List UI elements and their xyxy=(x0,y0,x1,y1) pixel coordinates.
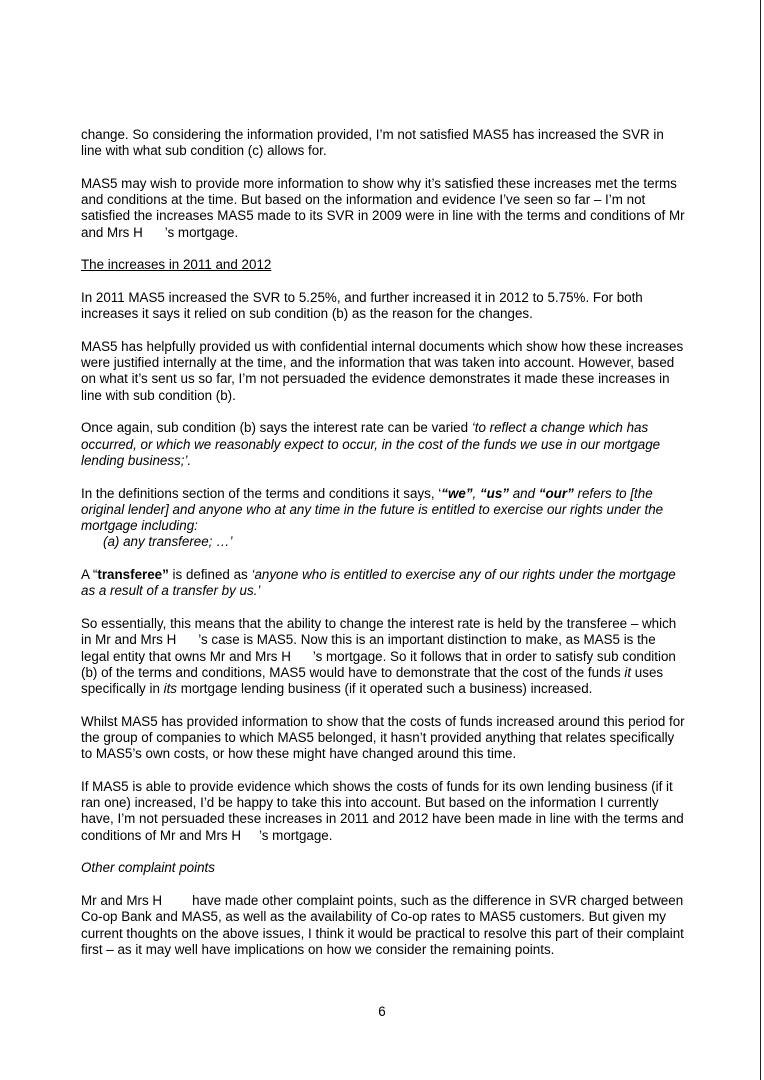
paragraph-text: ’s case is MAS5. Now this is an important distinction to make, as MAS5 is the legal entity that owns Mr and Mrs H xyxy=(81,632,656,664)
paragraph-text: , xyxy=(472,485,480,501)
paragraph-text: MAS5 has helpfully provided us with confidential internal documents which show how these increases were justified internally at the time, and the information that was taken into account. However, based on what it’s sent us so far, I’m not persuaded the evidence demonstrates it made these increases in line with sub condition (b). xyxy=(81,338,684,403)
paragraph-text: ’s mortgage. xyxy=(164,224,239,240)
paragraph-text: In 2011 MAS5 increased the SVR to 5.25%, and further increased it in 2012 to 5.75%. For both increases it says it relied on sub condition (b) as the reason for the changes. xyxy=(81,289,643,322)
quoted-text: refers to [the original lender] and anyone who at any time in the future is entitled to exercise our rights under the mortgage including: xyxy=(81,485,664,534)
paragraph xyxy=(81,420,686,469)
defined-term: “we” xyxy=(441,485,473,501)
paragraph xyxy=(81,127,686,160)
paragraph xyxy=(81,567,686,600)
paragraph xyxy=(81,616,686,697)
paragraph xyxy=(81,176,686,241)
paragraph xyxy=(81,714,686,763)
quoted-text: ‘to reflect a change which has occurred, or which we reasonably expect to occur, in the cost of the funds we use in our mortgage lending business;’. xyxy=(81,420,661,468)
defined-term: “our” xyxy=(538,485,574,501)
page-number: 6 xyxy=(378,1004,386,1019)
document-page xyxy=(81,127,686,974)
defined-term: transferee” xyxy=(97,567,169,583)
paragraph-text: ’s mortgage. So it follows that in order to satisfy sub condition (b) of the terms and conditions, MAS5 would have to demonstrate that the cost of the funds xyxy=(81,648,676,680)
paragraph-text: In the definitions section of the terms and conditions it says, ‘ xyxy=(81,485,442,501)
paragraph-text: mortgage lending business (if it operated such a business) increased. xyxy=(177,681,593,697)
paragraph xyxy=(81,290,686,323)
paragraph-text: MAS5 may wish to provide more information to show why it’s satisfied these increases met the terms and conditions at the time. But based on the information and evidence I’ve seen so far – I’m not satisfied the increases MAS5 made to its SVR in 2009 were in line with the terms and conditions of Mr and Mrs H xyxy=(81,175,685,240)
paragraph-text: If MAS5 is able to provide evidence which shows the costs of funds for its own lending business (if it ran one) increased, I’d be happy to take this into account. But based on the information I currently have, I’m not persuaded these increases in 2011 and 2012 have been made in line with the terms and conditions of Mr and Mrs H xyxy=(81,778,684,843)
paragraph-text: is defined as xyxy=(168,567,252,583)
paragraph xyxy=(81,339,686,404)
paragraph xyxy=(81,486,686,551)
paragraph-text: So essentially, this means that the ability to change the interest rate is held by the transferee – which in Mr and Mrs H xyxy=(81,615,677,648)
paragraph-text: uses specifically in xyxy=(81,664,664,697)
defined-term: “us” xyxy=(479,485,510,501)
paragraph-text: Once again, sub condition (b) says the interest rate can be varied xyxy=(81,420,472,436)
paragraph xyxy=(81,779,686,844)
paragraph-text: have made other complaint points, such as the difference in SVR charged between Co-op Bank and MAS5, as well as the availability of Co-op rates to MAS5 customers. But given my current thoughts on the above issues, I think it would be practical to resolve this part of their complaint first – as it may well have implications on how we consider the remaining points. xyxy=(81,892,684,957)
paragraph-text: A “ xyxy=(81,567,98,583)
paragraph-text: and xyxy=(509,485,539,501)
section-heading xyxy=(81,860,686,876)
section-heading-text: Other complaint points xyxy=(81,860,215,876)
paragraph-text: Whilst MAS5 has provided information to show that the costs of funds increased around this period for the group of companies to which MAS5 belonged, it hasn’t provided anything that relates specifically to MAS5’s own costs, or how these might have changed around this time. xyxy=(81,713,685,762)
page-edge-rule xyxy=(760,0,761,1080)
paragraph-text: Mr and Mrs H xyxy=(81,892,163,908)
section-heading xyxy=(81,257,686,273)
list-item: (a) any transferee; …’ xyxy=(103,534,233,550)
emphasis-text: its xyxy=(163,681,178,697)
section-heading-text: The increases in 2011 and 2012 xyxy=(81,257,272,273)
paragraph-text: change. So considering the information provided, I’m not satisfied MAS5 has increased the SVR in line with what sub condition (c) allows for. xyxy=(81,127,664,159)
paragraph xyxy=(81,893,686,958)
emphasis-text: it xyxy=(624,664,632,680)
paragraph-text: ’s mortgage. xyxy=(259,827,333,843)
quoted-text: ‘anyone who is entitled to exercise any of our rights under the mortgage as a result of a transfer by us.’ xyxy=(81,567,676,599)
